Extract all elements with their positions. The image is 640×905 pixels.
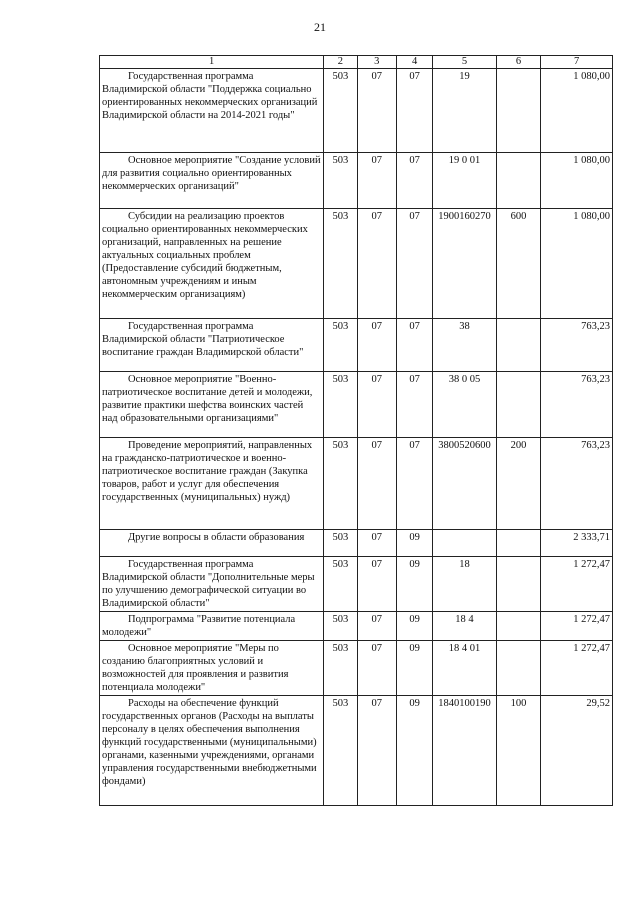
target-article-code: 38 0 05 xyxy=(433,372,496,438)
table-row xyxy=(100,153,613,209)
section-code: 07 xyxy=(357,209,396,319)
expense-type-code xyxy=(496,69,541,153)
target-article-code xyxy=(433,530,496,557)
expense-name: Государственная программа Владимирской области "Патриотическое воспитание граждан Владимирской области" xyxy=(100,319,324,372)
target-article-code: 18 xyxy=(433,557,496,612)
ministry-code: 503 xyxy=(324,557,357,612)
ministry-code: 503 xyxy=(324,612,357,641)
target-article-code: 19 xyxy=(433,69,496,153)
target-article-code: 1840100190 xyxy=(433,696,496,806)
amount: 29,52 xyxy=(541,696,613,806)
table-row xyxy=(100,69,613,153)
expense-type-code xyxy=(496,557,541,612)
column-header: 6 xyxy=(496,56,541,69)
amount: 1 080,00 xyxy=(541,69,613,153)
section-code: 07 xyxy=(357,641,396,696)
amount: 1 272,47 xyxy=(541,641,613,696)
ministry-code: 503 xyxy=(324,530,357,557)
ministry-code: 503 xyxy=(324,696,357,806)
column-header: 5 xyxy=(433,56,496,69)
ministry-code: 503 xyxy=(324,438,357,530)
section-code: 07 xyxy=(357,612,396,641)
subsection-code: 09 xyxy=(396,696,432,806)
target-article-code: 18 4 xyxy=(433,612,496,641)
section-code: 07 xyxy=(357,69,396,153)
expense-type-code xyxy=(496,641,541,696)
table-row xyxy=(100,557,613,612)
section-code: 07 xyxy=(357,319,396,372)
ministry-code: 503 xyxy=(324,209,357,319)
expense-type-code xyxy=(496,372,541,438)
expense-type-code: 100 xyxy=(496,696,541,806)
budget-table xyxy=(99,55,613,806)
subsection-code: 09 xyxy=(396,641,432,696)
target-article-code: 1900160270 xyxy=(433,209,496,319)
expense-name: Субсидии на реализацию проектов социально ориентированных некоммерческих организаций, направленных на решение актуальных социальных проблем (Предоставление субсидий бюджетным, автономным учреждениям и иным некоммерческим организациям) xyxy=(100,209,324,319)
table-header-row xyxy=(100,56,613,69)
amount: 763,23 xyxy=(541,438,613,530)
column-header: 4 xyxy=(396,56,432,69)
table-row xyxy=(100,372,613,438)
target-article-code: 19 0 01 xyxy=(433,153,496,209)
expense-name: Государственная программа Владимирской области "Поддержка социально ориентированных некоммерческих организаций Владимирской области на 2014-2021 годы" xyxy=(100,69,324,153)
subsection-code: 09 xyxy=(396,612,432,641)
expense-type-code: 600 xyxy=(496,209,541,319)
section-code: 07 xyxy=(357,557,396,612)
expense-type-code xyxy=(496,612,541,641)
ministry-code: 503 xyxy=(324,319,357,372)
amount: 1 272,47 xyxy=(541,612,613,641)
subsection-code: 07 xyxy=(396,153,432,209)
column-header: 3 xyxy=(357,56,396,69)
table-row xyxy=(100,209,613,319)
target-article-code: 18 4 01 xyxy=(433,641,496,696)
ministry-code: 503 xyxy=(324,372,357,438)
table-row xyxy=(100,530,613,557)
amount: 763,23 xyxy=(541,319,613,372)
subsection-code: 07 xyxy=(396,209,432,319)
ministry-code: 503 xyxy=(324,641,357,696)
section-code: 07 xyxy=(357,153,396,209)
page-number: 21 xyxy=(314,20,326,34)
subsection-code: 07 xyxy=(396,372,432,438)
column-header: 1 xyxy=(100,56,324,69)
table-row xyxy=(100,641,613,696)
expense-name: Основное мероприятие "Военно-патриотическое воспитание детей и молодежи, развитие практики шефства воинских частей над образовательными организациями" xyxy=(100,372,324,438)
amount: 1 272,47 xyxy=(541,557,613,612)
table-row xyxy=(100,612,613,641)
expense-name: Другие вопросы в области образования xyxy=(100,530,324,557)
expense-name: Основное мероприятие "Создание условий для развития социально ориентированных некоммерческих организаций" xyxy=(100,153,324,209)
column-header: 7 xyxy=(541,56,613,69)
expense-name: Основное мероприятие "Меры по созданию благоприятных условий и возможностей для проявления и развития потенциала молодежи" xyxy=(100,641,324,696)
expense-name: Проведение мероприятий, направленных на гражданско-патриотическое и военно-патриотическое воспитание граждан (Закупка товаров, работ и услуг для обеспечения государственных (муниципальных) нужд) xyxy=(100,438,324,530)
expense-type-code xyxy=(496,530,541,557)
subsection-code: 09 xyxy=(396,557,432,612)
subsection-code: 07 xyxy=(396,319,432,372)
expense-type-code xyxy=(496,319,541,372)
section-code: 07 xyxy=(357,696,396,806)
amount: 1 080,00 xyxy=(541,209,613,319)
section-code: 07 xyxy=(357,438,396,530)
ministry-code: 503 xyxy=(324,69,357,153)
amount: 2 333,71 xyxy=(541,530,613,557)
ministry-code: 503 xyxy=(324,153,357,209)
target-article-code: 3800520600 xyxy=(433,438,496,530)
section-code: 07 xyxy=(357,530,396,557)
expense-name: Государственная программа Владимирской области "Дополнительные меры по улучшению демографической ситуации во Владимирской области" xyxy=(100,557,324,612)
table-row xyxy=(100,696,613,806)
table-row xyxy=(100,319,613,372)
expense-name: Подпрограмма "Развитие потенциала молодежи" xyxy=(100,612,324,641)
amount: 1 080,00 xyxy=(541,153,613,209)
table-row xyxy=(100,438,613,530)
expense-name: Расходы на обеспечение функций государственных органов (Расходы на выплаты персоналу в целях обеспечения выполнения функций государственными (муниципальными) органами, казенными учреждениями, органами управления государственными внебюджетными фондами) xyxy=(100,696,324,806)
expense-type-code: 200 xyxy=(496,438,541,530)
target-article-code: 38 xyxy=(433,319,496,372)
column-header: 2 xyxy=(324,56,357,69)
subsection-code: 09 xyxy=(396,530,432,557)
expense-type-code xyxy=(496,153,541,209)
subsection-code: 07 xyxy=(396,438,432,530)
amount: 763,23 xyxy=(541,372,613,438)
subsection-code: 07 xyxy=(396,69,432,153)
section-code: 07 xyxy=(357,372,396,438)
